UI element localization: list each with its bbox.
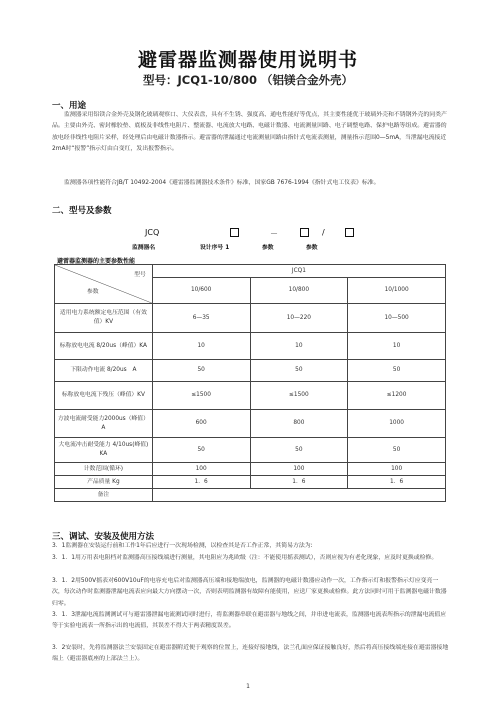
label-param-2: 参数	[306, 245, 318, 251]
install-item: 3．1．3泄漏电流监测测试可与避雷器泄漏电流测试同时进行，将监测器串联在避雷器与地线之间，并串进电流表，监测器电流表所指示的泄漏电流值应等于实验电流表一所指示出的电流值，其误差不得大于两表精度误差。	[52, 612, 447, 630]
cell: 10	[152, 333, 250, 360]
install-item: 3．2安装时，先将监测器法兰安装固定在避雷器附近便于观察的位置上，连接好接地线，法兰孔面应保证接触良好，然后将高压接线端连接在避雷器接地端上（避雷器底座的上部法兰上）。	[52, 645, 449, 663]
table-row	[55, 410, 446, 438]
row-label: 备注	[55, 489, 153, 502]
row-label: 标称放电电流下残压（峰值）KV	[55, 382, 153, 410]
cell: ≤1200	[348, 382, 446, 410]
model-slash: /	[322, 228, 325, 237]
table-row	[55, 476, 446, 489]
table-row	[55, 463, 446, 476]
cell: 50	[348, 360, 446, 382]
row-label: 下限动作电流 8/20us A	[55, 360, 153, 382]
model-col: 10/800	[250, 278, 348, 304]
table-row	[55, 304, 446, 333]
cell: 10—500	[348, 304, 446, 333]
model-prefix: JCQ	[145, 228, 160, 237]
cell: 100	[250, 463, 348, 476]
section-heading-usage: 一、用途	[52, 101, 87, 111]
model-code-diagram	[130, 228, 430, 240]
parameter-table	[54, 264, 446, 502]
cell: 50	[348, 438, 446, 463]
table-corner-header	[55, 265, 153, 304]
label-name: 监测器名	[132, 245, 156, 251]
table-row	[55, 489, 446, 502]
cell: 10	[250, 333, 348, 360]
model-col: 10/600	[152, 278, 250, 304]
cell: 1．6	[152, 476, 250, 489]
table-row	[55, 360, 446, 382]
section-heading-install: 三、调试、安装及使用方法	[52, 532, 155, 542]
row-label: 产品质量 Kg	[55, 476, 153, 489]
row-label: 大电流冲击耐受能力 4/10us(峰值) KA	[55, 438, 153, 463]
cell: ≤1500	[250, 382, 348, 410]
cell: 100	[348, 463, 446, 476]
row-label: 适用电力系统额定电压范围（有效值）KV	[55, 304, 153, 333]
model-header: JCQ1	[152, 265, 445, 278]
usage-paragraph-1: 监测器采用铝镁合金外壳及钢化玻璃观察口、大仪表盘，具有不生锈、强度高、通电性能好等优点，其主要性能优于玻璃外壳和不锈钢外壳的同类产品。主要由外壳、密封橡胶垫、底板及非线性电阻片、整流器、电流放大电路、电磁计数器、电流测量回路、电子调整电路、保护电路等组成。避雷器的放电经非线性电阻片采样，经处理后由电磁计数器指示。避雷器的泄漏通过电流测量回路由指针式电流表测量，测量指示范围0—5mA，当泄漏电流接近2mA时“报警”指示灯由白变红，发出报警指示。	[52, 112, 447, 152]
cell: 1．6	[250, 476, 348, 489]
table-row	[55, 333, 446, 360]
cell: 50	[250, 438, 348, 463]
table-row	[55, 382, 446, 410]
page-number: 1	[246, 683, 250, 690]
model-box-1	[230, 228, 239, 239]
cell: 800	[250, 410, 348, 438]
cell: 50	[152, 438, 250, 463]
row-label: 方波电流耐受能力2000us（峰值）A	[55, 410, 153, 438]
cell: 1000	[348, 410, 446, 438]
document-title: 避雷器监测器使用说明书	[137, 49, 358, 71]
cell: 6—35	[152, 304, 250, 333]
usage-paragraph-2: 监测器各项性能符合JB/T 10492-2004《避雷器监测器技术条件》标准，国家GB 7676-1994《指针式电工仪表》标准。	[64, 180, 380, 186]
label-design: 设计序号 1	[200, 245, 230, 251]
cell: 100	[152, 463, 250, 476]
cell: 10—220	[250, 304, 348, 333]
cell: 10	[348, 333, 446, 360]
cell: 1．6	[348, 476, 446, 489]
model-box-2	[300, 228, 309, 239]
model-dash: －	[270, 229, 278, 238]
install-item: 3．1监测器在安装运行前和工作1年后应进行一次现场检测，以检查其是否工作正常，其简易方法为:	[52, 543, 313, 549]
model-box-3	[345, 228, 354, 239]
document-subtitle: 型号：JCQ1-10/800 （铝镁合金外壳）	[143, 73, 353, 87]
row-label: 标称放电电流 8/20us（峰值）KA	[55, 333, 153, 360]
cell: 50	[250, 360, 348, 382]
table-caption: 避雷器监测器的主要参数性能	[57, 258, 136, 265]
row-label: 计数范围(循环)	[55, 463, 153, 476]
cell: 50	[152, 360, 250, 382]
cell	[152, 489, 445, 502]
section-heading-model: 二、型号及参数	[52, 206, 112, 216]
model-col: 10/1000	[348, 278, 446, 304]
label-param-1: 参数	[262, 245, 274, 251]
table-row	[55, 438, 446, 463]
header-type: 型号	[134, 272, 146, 278]
install-item: 3．1．2用500V摇表对600V10uF的电容充电后对监测器高压端和接地端放电，监测器的电磁计数器应动作一次，工作指示灯和报警指示灯应变亮一次，每次动作时监测器泄漏电流表应向最大方向摆动一次，否则表明监测器有故障有能使用，应送厂家更换或检修。此方法同时可用于监测器电磁计数器归零。	[52, 578, 447, 607]
cell: 600	[152, 410, 250, 438]
install-item: 3．1．1用万用表电阻档对监测器高压接线端进行测量，其电阻应为兆欧级（注：不能使用摇表测试），否则应视为有老化现象，应及时更换或检修。	[52, 555, 438, 561]
header-param: 参数	[87, 289, 99, 295]
cell: ≤1500	[152, 382, 250, 410]
